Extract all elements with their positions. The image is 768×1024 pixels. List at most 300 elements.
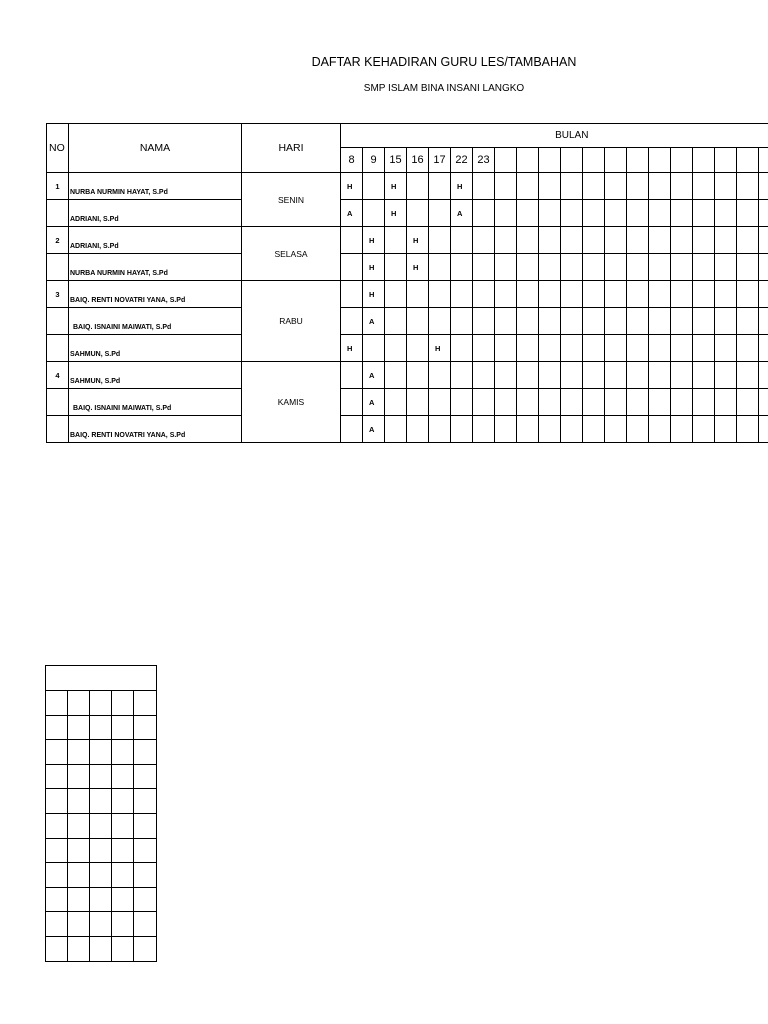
- attendance-cell: [737, 281, 759, 308]
- attendance-cell: [693, 362, 715, 389]
- attendance-cell: [407, 173, 429, 200]
- attendance-cell: [737, 200, 759, 227]
- attendance-cell: [385, 389, 407, 416]
- attendance-cell: [649, 227, 671, 254]
- attendance-cell: [539, 308, 561, 335]
- grid-cell: [134, 813, 157, 838]
- attendance-cell: [473, 308, 495, 335]
- nama-header: NAMA: [69, 124, 242, 173]
- attendance-cell: [473, 362, 495, 389]
- table-row: [47, 281, 768, 308]
- attendance-cell: [517, 389, 539, 416]
- attendance-cell: [627, 308, 649, 335]
- row-number: 2: [47, 227, 69, 254]
- grid-cell: [90, 764, 112, 789]
- grid-cell: [68, 912, 90, 937]
- attendance-cell: [605, 362, 627, 389]
- grid-cell: [90, 838, 112, 863]
- attendance-cell: [759, 227, 768, 254]
- attendance-cell: [539, 200, 561, 227]
- attendance-cell: [583, 335, 605, 362]
- attendance-cell: [451, 227, 473, 254]
- attendance-cell: [737, 389, 759, 416]
- attendance-cell: [605, 416, 627, 443]
- attendance-cell: [495, 254, 517, 281]
- attendance-cell: [561, 200, 583, 227]
- attendance-cell: [649, 362, 671, 389]
- attendance-cell: [561, 362, 583, 389]
- attendance-cell: [759, 389, 768, 416]
- day-header-cell: [605, 148, 627, 173]
- table-row: [47, 227, 768, 254]
- attendance-cell: [759, 281, 768, 308]
- row-number: [47, 308, 69, 335]
- attendance-cell: [693, 200, 715, 227]
- attendance-cell: [451, 281, 473, 308]
- attendance-cell: [451, 335, 473, 362]
- row-number: 4: [47, 362, 69, 389]
- attendance-cell: [561, 335, 583, 362]
- day-name: SENIN: [242, 173, 341, 227]
- attendance-cell: [737, 173, 759, 200]
- grid-cell: [134, 887, 157, 912]
- grid-row: [46, 691, 157, 716]
- attendance-cell: [649, 173, 671, 200]
- day-header-cell: [737, 148, 759, 173]
- attendance-cell: [671, 200, 693, 227]
- grid-row: [46, 838, 157, 863]
- attendance-cell: [561, 254, 583, 281]
- grid-row: [46, 740, 157, 765]
- grid-cell: [68, 789, 90, 814]
- attendance-cell: [561, 173, 583, 200]
- attendance-cell: [671, 308, 693, 335]
- attendance-cell: [517, 308, 539, 335]
- day-header-cell: 22: [451, 148, 473, 173]
- attendance-cell: [451, 308, 473, 335]
- day-header-cell: [627, 148, 649, 173]
- grid-cell: [68, 740, 90, 765]
- attendance-cell: [429, 362, 451, 389]
- attendance-cell: [451, 416, 473, 443]
- attendance-cell: [561, 227, 583, 254]
- teacher-name: SAHMUN, S.Pd: [69, 335, 242, 362]
- attendance-cell: [407, 389, 429, 416]
- attendance-cell: [341, 416, 363, 443]
- grid-cell: [68, 813, 90, 838]
- table-row: [47, 389, 768, 416]
- attendance-cell: [737, 308, 759, 335]
- attendance-cell: [407, 416, 429, 443]
- attendance-cell: [539, 254, 561, 281]
- attendance-cell: [517, 416, 539, 443]
- row-number: 3: [47, 281, 69, 308]
- attendance-cell: [429, 254, 451, 281]
- attendance-cell: [715, 200, 737, 227]
- grid-cell: [112, 740, 134, 765]
- attendance-cell: H: [341, 173, 363, 200]
- grid-cell: [90, 887, 112, 912]
- grid-cell: [112, 691, 134, 716]
- attendance-cell: [473, 254, 495, 281]
- grid-cell: [112, 838, 134, 863]
- attendance-cell: [693, 254, 715, 281]
- attendance-cell: [693, 227, 715, 254]
- grid-cell: [134, 838, 157, 863]
- grid-row: [46, 863, 157, 888]
- attendance-cell: [495, 281, 517, 308]
- attendance-cell: [539, 281, 561, 308]
- row-number: [47, 335, 69, 362]
- bulan-header: BULAN: [341, 124, 768, 148]
- attendance-cell: [759, 308, 768, 335]
- grid-cell: [68, 887, 90, 912]
- day-name: SELASA: [242, 227, 341, 281]
- grid-cell: [90, 912, 112, 937]
- attendance-cell: [495, 308, 517, 335]
- attendance-cell: [429, 389, 451, 416]
- attendance-cell: [385, 335, 407, 362]
- attendance-cell: [561, 308, 583, 335]
- attendance-cell: [495, 227, 517, 254]
- attendance-cell: [517, 200, 539, 227]
- grid-cell: [46, 715, 68, 740]
- attendance-cell: [539, 416, 561, 443]
- table-row: [47, 200, 768, 227]
- day-header-cell: [671, 148, 693, 173]
- row-number: [47, 200, 69, 227]
- day-header-cell: [517, 148, 539, 173]
- attendance-cell: [495, 173, 517, 200]
- attendance-cell: H: [407, 227, 429, 254]
- grid-cell: [68, 838, 90, 863]
- attendance-cell: [693, 308, 715, 335]
- attendance-cell: [649, 389, 671, 416]
- attendance-cell: [539, 227, 561, 254]
- grid-row: [46, 936, 157, 961]
- attendance-cell: [671, 281, 693, 308]
- attendance-cell: [627, 389, 649, 416]
- attendance-cell: [627, 281, 649, 308]
- attendance-cell: [759, 254, 768, 281]
- blank-grid-table: [45, 665, 157, 962]
- grid-cell: [46, 863, 68, 888]
- grid-cell: [90, 863, 112, 888]
- attendance-cell: [605, 335, 627, 362]
- table-row: [47, 335, 768, 362]
- day-name: RABU: [242, 281, 341, 362]
- grid-cell: [90, 936, 112, 961]
- attendance-cell: [385, 281, 407, 308]
- attendance-cell: [627, 335, 649, 362]
- attendance-cell: [715, 254, 737, 281]
- attendance-cell: [737, 227, 759, 254]
- teacher-name: BAIQ. ISNAINI MAIWATI, S.Pd: [69, 389, 242, 416]
- grid-cell: [68, 715, 90, 740]
- attendance-cell: [495, 335, 517, 362]
- attendance-cell: [473, 335, 495, 362]
- table-row: [47, 416, 768, 443]
- attendance-cell: [473, 281, 495, 308]
- attendance-cell: [715, 389, 737, 416]
- attendance-cell: [759, 416, 768, 443]
- attendance-cell: [605, 308, 627, 335]
- attendance-cell: [737, 335, 759, 362]
- attendance-cell: [649, 308, 671, 335]
- grid-cell: [68, 936, 90, 961]
- grid-header-cell: [46, 666, 157, 691]
- day-name: KAMIS: [242, 362, 341, 443]
- attendance-cell: [583, 227, 605, 254]
- grid-cell: [90, 789, 112, 814]
- row-number: [47, 254, 69, 281]
- grid-cell: [112, 936, 134, 961]
- attendance-cell: [473, 200, 495, 227]
- grid-cell: [90, 740, 112, 765]
- attendance-cell: [407, 335, 429, 362]
- attendance-cell: [583, 173, 605, 200]
- attendance-cell: A: [363, 416, 385, 443]
- attendance-cell: [649, 281, 671, 308]
- grid-row: [46, 764, 157, 789]
- attendance-cell: [363, 335, 385, 362]
- attendance-cell: H: [407, 254, 429, 281]
- grid-cell: [68, 764, 90, 789]
- day-header-cell: [583, 148, 605, 173]
- attendance-cell: [715, 362, 737, 389]
- teacher-name: SAHMUN, S.Pd: [69, 362, 242, 389]
- day-header-cell: [539, 148, 561, 173]
- teacher-name: BAIQ. ISNAINI MAIWATI, S.Pd: [69, 308, 242, 335]
- attendance-cell: [583, 416, 605, 443]
- attendance-cell: [539, 389, 561, 416]
- attendance-cell: [429, 308, 451, 335]
- teacher-name: ADRIANI, S.Pd: [69, 227, 242, 254]
- attendance-cell: [605, 227, 627, 254]
- attendance-cell: [583, 362, 605, 389]
- grid-cell: [46, 936, 68, 961]
- grid-header-row: [46, 666, 157, 691]
- grid-cell: [134, 789, 157, 814]
- attendance-cell: [737, 362, 759, 389]
- grid-cell: [68, 863, 90, 888]
- grid-cell: [46, 764, 68, 789]
- day-header-cell: [715, 148, 737, 173]
- attendance-cell: [671, 416, 693, 443]
- attendance-cell: [605, 200, 627, 227]
- attendance-cell: [649, 416, 671, 443]
- no-header: NO: [47, 124, 69, 173]
- attendance-cell: [473, 227, 495, 254]
- grid-cell: [112, 863, 134, 888]
- attendance-cell: [429, 173, 451, 200]
- attendance-cell: [649, 200, 671, 227]
- table-row: [47, 254, 768, 281]
- attendance-cell: [561, 389, 583, 416]
- day-header-cell: 8: [341, 148, 363, 173]
- attendance-cell: A: [363, 389, 385, 416]
- teacher-name: NURBA NURMIN HAYAT, S.Pd: [69, 173, 242, 200]
- attendance-cell: [561, 416, 583, 443]
- attendance-cell: A: [451, 200, 473, 227]
- attendance-cell: [341, 227, 363, 254]
- attendance-cell: [627, 200, 649, 227]
- attendance-cell: [495, 389, 517, 416]
- attendance-cell: [495, 362, 517, 389]
- day-header-cell: [693, 148, 715, 173]
- grid-cell: [112, 887, 134, 912]
- grid-cell: [134, 912, 157, 937]
- table-row: [47, 362, 768, 389]
- attendance-cell: [759, 200, 768, 227]
- attendance-cell: [429, 281, 451, 308]
- attendance-cell: [561, 281, 583, 308]
- grid-row: [46, 912, 157, 937]
- grid-row: [46, 715, 157, 740]
- attendance-cell: [759, 173, 768, 200]
- day-header-cell: 23: [473, 148, 495, 173]
- attendance-cell: [583, 200, 605, 227]
- attendance-cell: A: [341, 200, 363, 227]
- attendance-cell: [605, 173, 627, 200]
- teacher-name: BAIQ. RENTI NOVATRI YANA, S.Pd: [69, 281, 242, 308]
- attendance-cell: [671, 335, 693, 362]
- attendance-cell: [583, 254, 605, 281]
- attendance-cell: [495, 200, 517, 227]
- grid-cell: [68, 691, 90, 716]
- attendance-cell: [539, 173, 561, 200]
- attendance-cell: [693, 335, 715, 362]
- day-header-cell: 17: [429, 148, 451, 173]
- grid-cell: [46, 813, 68, 838]
- grid-cell: [134, 715, 157, 740]
- row-number: [47, 416, 69, 443]
- attendance-cell: [495, 416, 517, 443]
- attendance-cell: A: [363, 362, 385, 389]
- grid-row: [46, 789, 157, 814]
- attendance-cell: [517, 362, 539, 389]
- attendance-cell: [627, 227, 649, 254]
- attendance-cell: [759, 335, 768, 362]
- attendance-table: [46, 123, 768, 443]
- attendance-cell: [341, 389, 363, 416]
- attendance-cell: [627, 254, 649, 281]
- grid-cell: [46, 912, 68, 937]
- attendance-cell: [583, 281, 605, 308]
- attendance-cell: H: [363, 227, 385, 254]
- attendance-cell: [407, 362, 429, 389]
- attendance-cell: [715, 335, 737, 362]
- attendance-cell: H: [429, 335, 451, 362]
- grid-cell: [134, 691, 157, 716]
- grid-cell: [90, 715, 112, 740]
- attendance-cell: [605, 254, 627, 281]
- grid-cell: [134, 740, 157, 765]
- attendance-cell: [671, 362, 693, 389]
- attendance-cell: [341, 308, 363, 335]
- attendance-cell: [517, 254, 539, 281]
- attendance-cell: [649, 335, 671, 362]
- grid-cell: [134, 863, 157, 888]
- attendance-cell: [583, 308, 605, 335]
- attendance-cell: [517, 335, 539, 362]
- day-header-cell: 15: [385, 148, 407, 173]
- attendance-cell: [363, 173, 385, 200]
- row-number: 1: [47, 173, 69, 200]
- table-row: [47, 173, 768, 200]
- day-header-cell: 9: [363, 148, 385, 173]
- attendance-cell: [715, 416, 737, 443]
- attendance-cell: [759, 362, 768, 389]
- document-subtitle: SMP ISLAM BINA INSANI LANGKO: [363, 83, 525, 94]
- grid-row: [46, 887, 157, 912]
- attendance-cell: [385, 416, 407, 443]
- document-title: DAFTAR KEHADIRAN GURU LES/TAMBAHAN: [311, 55, 577, 69]
- attendance-cell: H: [385, 173, 407, 200]
- attendance-cell: [407, 200, 429, 227]
- grid-cell: [112, 912, 134, 937]
- grid-cell: [46, 691, 68, 716]
- table-row: [47, 308, 768, 335]
- attendance-cell: [341, 254, 363, 281]
- grid-cell: [46, 740, 68, 765]
- attendance-cell: [671, 173, 693, 200]
- attendance-cell: [429, 227, 451, 254]
- grid-cell: [112, 715, 134, 740]
- attendance-cell: [517, 281, 539, 308]
- attendance-cell: [473, 389, 495, 416]
- attendance-cell: [627, 173, 649, 200]
- attendance-cell: [429, 416, 451, 443]
- attendance-cell: H: [451, 173, 473, 200]
- teacher-name: NURBA NURMIN HAYAT, S.Pd: [69, 254, 242, 281]
- grid-cell: [112, 813, 134, 838]
- grid-cell: [46, 789, 68, 814]
- grid-cell: [90, 813, 112, 838]
- attendance-cell: [649, 254, 671, 281]
- attendance-cell: [473, 173, 495, 200]
- attendance-cell: H: [341, 335, 363, 362]
- attendance-cell: [385, 227, 407, 254]
- attendance-cell: [385, 308, 407, 335]
- attendance-cell: [737, 416, 759, 443]
- row-number: [47, 389, 69, 416]
- grid-cell: [112, 764, 134, 789]
- day-header-cell: [495, 148, 517, 173]
- attendance-cell: [627, 362, 649, 389]
- teacher-name: ADRIANI, S.Pd: [69, 200, 242, 227]
- day-header-cell: [561, 148, 583, 173]
- attendance-cell: [605, 281, 627, 308]
- attendance-cell: A: [363, 308, 385, 335]
- attendance-cell: [715, 173, 737, 200]
- attendance-cell: [539, 335, 561, 362]
- header-row: [47, 124, 768, 148]
- attendance-cell: [715, 227, 737, 254]
- grid-cell: [112, 789, 134, 814]
- day-header-cell: 16: [407, 148, 429, 173]
- attendance-cell: [341, 281, 363, 308]
- attendance-cell: [693, 281, 715, 308]
- attendance-cell: [693, 389, 715, 416]
- attendance-cell: H: [363, 254, 385, 281]
- attendance-cell: [451, 254, 473, 281]
- attendance-cell: [605, 389, 627, 416]
- grid-cell: [134, 936, 157, 961]
- grid-row: [46, 813, 157, 838]
- day-header-cell: [759, 148, 768, 173]
- attendance-cell: [385, 254, 407, 281]
